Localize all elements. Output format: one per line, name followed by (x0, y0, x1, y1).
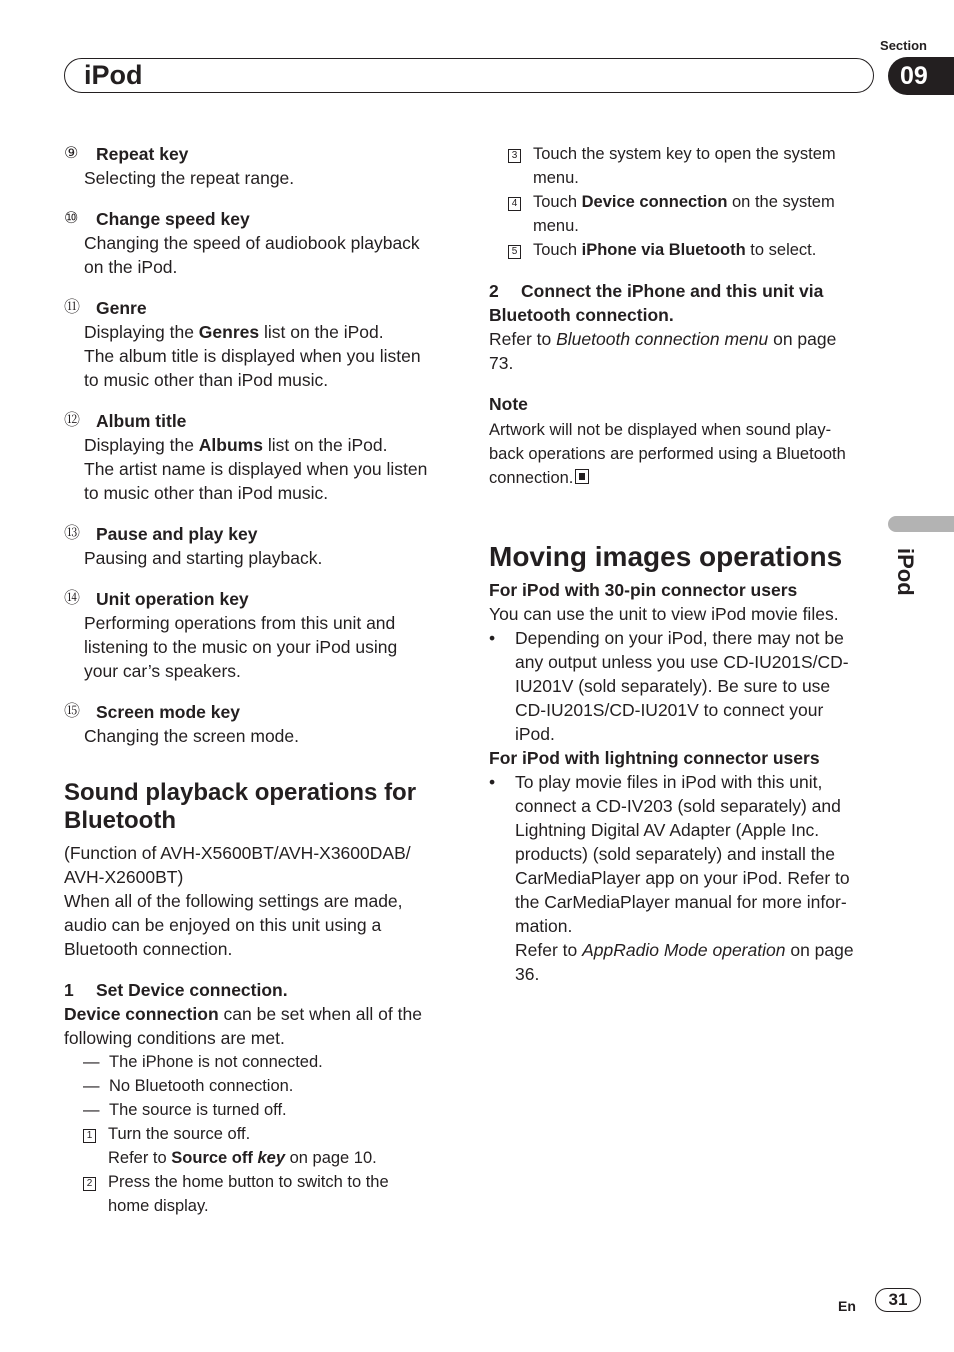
key-item (64, 700, 454, 748)
key-number: ⑨ (64, 145, 79, 162)
key-number: ⑫ (64, 412, 81, 429)
section-label: Section (880, 38, 927, 53)
list-item: — No Bluetooth connection. (83, 1077, 294, 1095)
subheading: For iPod with 30-pin connector users (489, 580, 798, 600)
substep: 5 Touch iPhone via Bluetooth to select. (508, 238, 874, 262)
side-tab-bar (888, 516, 954, 532)
key-desc: Performing operations from this unit and (84, 613, 396, 633)
key-item (64, 409, 454, 505)
paragraph: You can use the unit to view iPod movie files. (489, 604, 839, 624)
note-title: Note (489, 394, 528, 414)
side-tab-label: iPod (893, 548, 918, 596)
key-desc: The album title is displayed when you listen (84, 346, 421, 366)
key-desc: your car’s speakers. (84, 661, 241, 681)
right-column (489, 142, 874, 986)
key-title: Genre (96, 298, 147, 318)
key-number: ⑩ (64, 210, 79, 227)
substep: 4 Touch Device connection on the system menu. (508, 190, 874, 238)
title-frame (64, 58, 874, 93)
key-title: Screen mode key (96, 702, 240, 722)
key-desc: Changing the speed of audiobook playback (84, 233, 420, 253)
key-desc: Selecting the repeat range. (84, 168, 295, 188)
page-title: iPod (84, 60, 143, 90)
key-title: Album title (96, 411, 187, 431)
step-heading: 2 Connect the iPhone and this unit via (489, 281, 824, 301)
key-desc: Displaying the Genres list on the iPod. (84, 322, 384, 342)
substep: 2 Press the home button to switch to the home display. (83, 1170, 454, 1218)
key-desc: Displaying the Albums list on the iPod. (84, 435, 388, 455)
list-item: — The iPhone is not connected. (83, 1053, 323, 1071)
key-number: ⑪ (64, 299, 81, 316)
substeps (489, 142, 874, 262)
key-title: Repeat key (96, 144, 189, 164)
paragraph: AVH-X2600BT) (64, 867, 184, 887)
paragraph: audio can be enjoyed on this unit using a (64, 915, 382, 935)
key-item (64, 587, 454, 683)
key-desc: to music other than iPod music. (84, 483, 329, 503)
key-number: ⑭ (64, 590, 81, 607)
key-item (64, 207, 454, 279)
subheading: For iPod with lightning connector users (489, 748, 820, 768)
paragraph: Bluetooth connection. (64, 939, 233, 959)
paragraph: Device connection can be set when all of the (64, 1004, 422, 1024)
substep: 1 Turn the source off. (83, 1122, 454, 1146)
section-heading: Moving images operations (489, 541, 843, 572)
left-column (64, 142, 454, 1218)
step-heading: 1 Set Device connection. (64, 980, 288, 1000)
key-number: ⑮ (64, 703, 81, 720)
key-desc: Changing the screen mode. (84, 726, 299, 746)
key-desc: listening to the music on your iPod using (84, 637, 398, 657)
end-mark-icon (575, 469, 589, 484)
key-item (64, 522, 454, 570)
conditions-list (64, 1050, 454, 1218)
note-body: Artwork will not be displayed when sound play- back operations are performed using a Bluetooth connection. (489, 421, 846, 487)
key-desc: The artist name is displayed when you listen (84, 459, 428, 479)
key-item (64, 142, 454, 190)
list-item: • Depending on your iPod, there may not be any output unless you use CD-IU201S/CD- IU201V (sold separately). Be sure to use CD-IU201S/CD-IU201V to connect your iPod. (489, 628, 849, 744)
key-title: Change speed key (96, 209, 250, 229)
key-title: Unit operation key (96, 589, 249, 609)
key-desc: Pausing and starting playback. (84, 548, 323, 568)
paragraph: Refer to Bluetooth connection menu on page (489, 329, 837, 349)
key-item (64, 296, 454, 392)
section-heading: Bluetooth (64, 807, 176, 834)
step-heading: Bluetooth connection. (489, 305, 674, 325)
key-number: ⑬ (64, 525, 81, 542)
substep-ref: Refer to Source off key on page 10. (108, 1149, 377, 1167)
substep: 3 Touch the system key to open the system menu. (508, 142, 874, 190)
language-label: En (838, 1298, 856, 1314)
paragraph: When all of the following settings are made, (64, 891, 403, 911)
section-number: 09 (888, 57, 954, 95)
key-desc: to music other than iPod music. (84, 370, 329, 390)
list-item: • To play movie files in iPod with this unit, connect a CD-IV203 (sold separately) and Lightning Digital AV Adapter (Apple Inc. products) (sold separately) and install the CarMediaPlayer app on your iPod. Refer to the CarMediaPlayer manual for more infor- mation. Refer to AppRadio Mode operation on page 36. (489, 772, 854, 984)
section-heading: Sound playback operations for (64, 779, 417, 806)
page-number: 31 (875, 1288, 921, 1312)
paragraph: (Function of AVH-X5600BT/AVH-X3600DAB/ (64, 843, 411, 863)
key-desc: on the iPod. (84, 257, 178, 277)
list-item: — The source is turned off. (83, 1101, 287, 1119)
paragraph: 73. (489, 353, 514, 373)
key-title: Pause and play key (96, 524, 258, 544)
paragraph: following conditions are met. (64, 1028, 285, 1048)
